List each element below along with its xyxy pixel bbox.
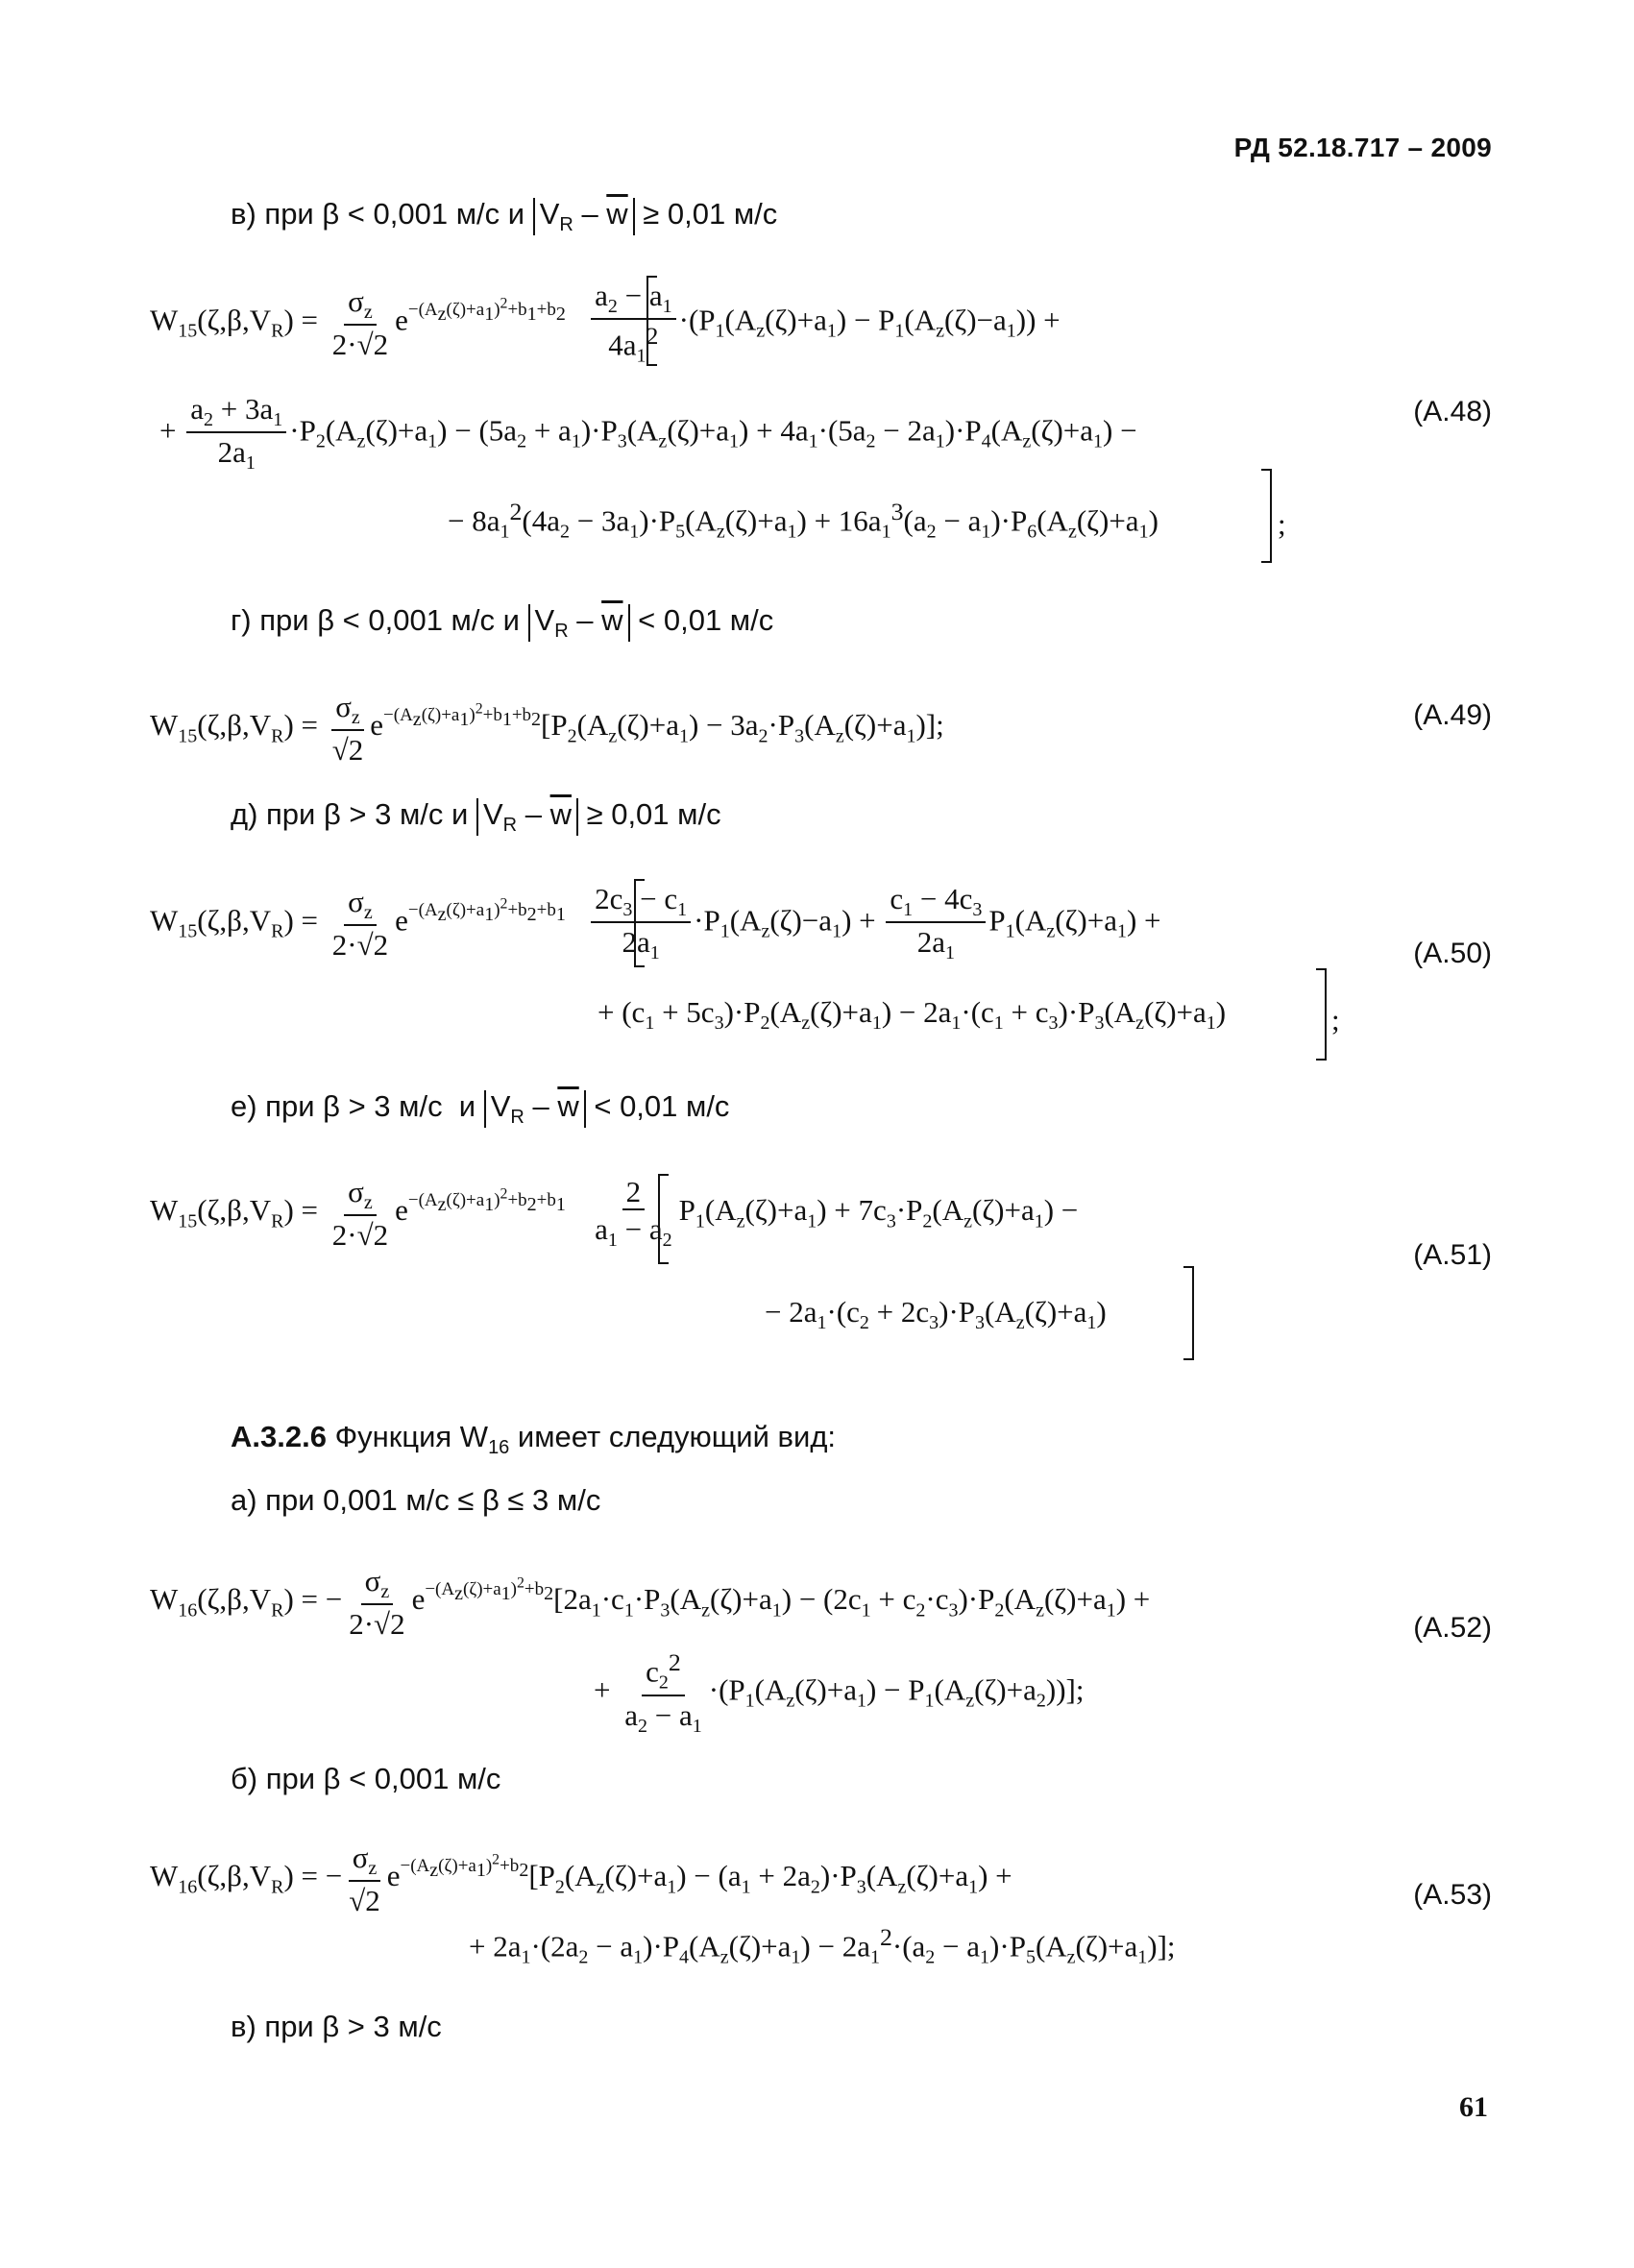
equation-a52-line-2: + $\frac{c_2^2}{a_2 - a_1}$ $\cdot(P_1(A_z(\zeta)+a_1) - P_1(A_z(\zeta)+a_2))$]; xyxy=(594,1648,1085,1737)
equation-a49-line-1: $W_{15}(\zeta,\beta,V_R)$ = $\frac{\sigma_z}{√2}$ $e^{-(A_z(\zeta)+a_1)^2+b_1+b_2}[P_2(A_z(\zeta)+a_1) - 3a_2\cdot P_3(A_z(\zeta)+a_1)]$; xyxy=(150,690,944,768)
document-code-header: РД 52.18.717 – 2009 xyxy=(1233,133,1492,162)
equation-a50-end: ; xyxy=(1331,1003,1340,1036)
equation-a53-line-2: + $2a_1\cdot(2a_2 - a_1)\cdot P_4(A_z(\zeta)+a_1) - 2a_1^2\cdot(a_2 - a_1)\cdot P_5(A_z(\zeta)+a_1)$]; xyxy=(469,1923,1176,1968)
condition-g: г) при β < 0,001 м/с и $V_R - \overline{w} < 0,01$ м/с xyxy=(231,603,774,643)
equation-a50-line-1: $W_{15}(\zeta,\beta,V_R)$ = $\frac{\sigma_z}{2\cdot√2}$ $e^{-(A_z(\zeta)+a_1)^2+b_2+b_1}$ $\frac{2c_3 - c_1}{2a_1}$ $\cdot P_1(A_z(\zeta)-a_1)$ + $\frac{c_1 - 4c_3}{2a_1}$ $P_1(A_z(\zeta)+a_1)$ + xyxy=(150,882,1161,964)
equation-number-a52: (А.52) xyxy=(1413,1612,1492,1644)
equation-number-a50: (А.50) xyxy=(1413,938,1492,969)
equation-a48-line-3: − $8a_1^2(4a_2 - 3a_1)\cdot P_5(A_z(\zeta)+a_1) + 16a_1^3(a_2 - a_1)\cdot P_6(A_z(\zeta)+a_1)$ xyxy=(448,498,1158,543)
equation-a50-line-2: + $(c_1 + 5c_3)\cdot P_2(A_z(\zeta)+a_1) - 2a_1\cdot(c_1 + c_3)\cdot P_3(A_z(\zeta)+a_1)$ xyxy=(598,995,1227,1035)
page-number: 61 xyxy=(1459,2091,1488,2123)
equation-number-a51: (А.51) xyxy=(1413,1239,1492,1271)
section-number: А.3.2.6 xyxy=(231,1420,327,1453)
condition-d: д) при β > 3 м/с и $V_R - \overline{w} \ge 0,01$ м/с xyxy=(231,797,721,837)
section-text: Функция $W_{16}$ имеет следующий вид: xyxy=(334,1420,837,1459)
equation-a48-right-bracket xyxy=(1261,469,1272,563)
equation-a48-end: ; xyxy=(1278,507,1286,541)
equation-number-a48: (А.48) xyxy=(1413,396,1492,427)
condition-a: а) при 0,001 м/с ≤ β ≤ 3 м/с xyxy=(231,1483,601,1517)
equation-number-a49: (А.49) xyxy=(1413,699,1492,731)
equation-a50-left-bracket xyxy=(634,879,645,967)
condition-label: в) при β < 0,001 м/с и xyxy=(231,197,533,231)
condition-b: б) при β < 0,001 м/с xyxy=(231,1762,501,1795)
equation-a52-line-1: $W_{16}(\zeta,\beta,V_R)$ = − $\frac{\sigma_z}{2\cdot√2}$ $e^{-(A_z(\zeta)+a_1)^2+b_2}[2a_1\cdot c_1\cdot P_3(A_z(\zeta)+a_1) - (2c_1 + c_2\cdot c_3)\cdot P_2(A_z(\zeta)+a_1)$ + xyxy=(150,1564,1151,1642)
equation-a51-line-2: − $2a_1\cdot(c_2 + 2c_3)\cdot P_3(A_z(\zeta)+a_1)$ xyxy=(765,1295,1107,1334)
equation-number-a53: (А.53) xyxy=(1413,1879,1492,1911)
equation-a48-line-2: + $\frac{a_2 + 3a_1}{2a_1}$ $\cdot P_2(A_z(\zeta)+a_1) - (5a_2 + a_1)\cdot P_3(A_z(\zeta)+a_1) + 4a_1\cdot(5a_2 - 2a_1)\cdot P_4(A_z(\zeta)+a_1)$ − xyxy=(159,392,1137,475)
equation-a51-left-bracket xyxy=(658,1174,669,1264)
equation-a50-right-bracket xyxy=(1316,968,1327,1061)
condition-v-1: в) при β < 0,001 м/с и $V_R - \overline{w} \ge 0,01$ м/с xyxy=(231,197,778,236)
equation-a53-line-1: $W_{16}(\zeta,\beta,V_R)$ = − $\frac{\sigma_z}{√2}$ $e^{-(A_z(\zeta)+a_1)^2+b_2}[P_2(A_z(\zeta)+a_1) - (a_1 + 2a_2)\cdot P_3(A_z(\zeta)+a_1)$ + xyxy=(150,1841,1012,1918)
equation-a48-left-bracket xyxy=(646,276,657,366)
condition-v-2: в) при β > 3 м/с xyxy=(231,2010,442,2043)
equation-a51-line-1: $W_{15}(\zeta,\beta,V_R)$ = $\frac{\sigma_z}{2\cdot√2}$ $e^{-(A_z(\zeta)+a_1)^2+b_2+b_1}$ $\frac{2}{a_1 - a_2}$ $P_1(A_z(\zeta)+a_1) + 7c_3\cdot P_2(A_z(\zeta)+a_1)$ − xyxy=(150,1175,1079,1253)
condition-e: е) при β > 3 м/с и $V_R - \overline{w} < 0,01$ м/с xyxy=(231,1089,730,1129)
section-heading xyxy=(231,1420,836,1459)
equation-a51-right-bracket xyxy=(1183,1266,1194,1360)
equation-a48-line-1: $W_{15}(\zeta,\beta,V_R)$ = $\frac{\sigma_z}{2\cdot√2}$ $e^{-(A_z(\zeta)+a_1)^2+b_1+b_2}$ $\frac{a_2 - a_1}{4a_1^2}$ $\cdot(P_1(A_z(\zeta)+a_1) - P_1(A_z(\zeta)-a_1))$ + xyxy=(150,279,1061,367)
